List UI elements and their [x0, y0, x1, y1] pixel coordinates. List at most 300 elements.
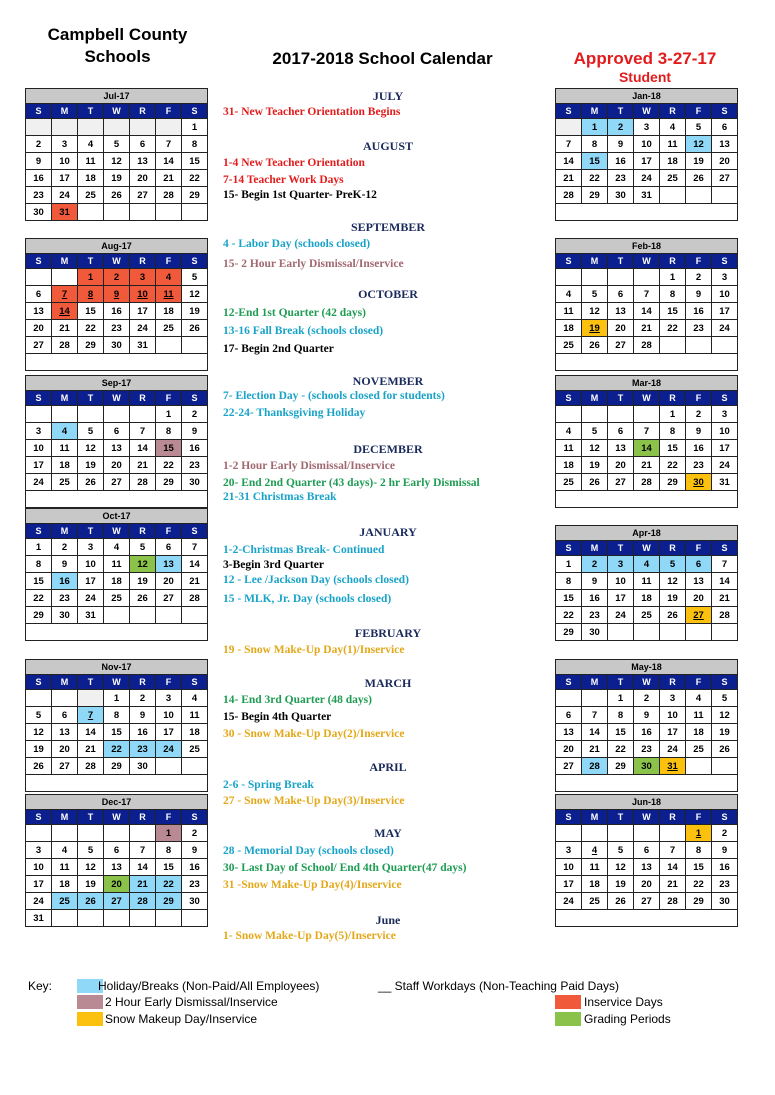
calendar-day: 3: [130, 269, 156, 286]
calendar-day: 30: [686, 474, 712, 491]
calendar-day: 31: [26, 910, 52, 927]
calendar-day: 17: [52, 170, 78, 187]
calendar-day: 8: [156, 423, 182, 440]
weekday-header: M: [52, 524, 78, 539]
calendar-day: 7: [556, 136, 582, 153]
weekday-header: R: [660, 391, 686, 406]
calendar-day: 7: [582, 707, 608, 724]
calendar-day: 18: [156, 303, 182, 320]
weekday-header: F: [686, 541, 712, 556]
student-label: Student: [618, 69, 672, 85]
calendar-empty-cell: [156, 337, 182, 354]
calendar-day: 14: [660, 859, 686, 876]
calendar-event: 1-4 New Teacher Orientation: [223, 157, 365, 169]
calendar-empty-cell: [712, 337, 738, 354]
calendar-day: 25: [52, 893, 78, 910]
calendar-day: 10: [78, 556, 104, 573]
calendar-month-name: Aug-17: [26, 239, 208, 254]
calendar-day: 22: [686, 876, 712, 893]
calendar-day: 31: [78, 607, 104, 624]
calendar-event: 21-31 Christmas Break: [223, 491, 337, 503]
calendar-day: 6: [104, 423, 130, 440]
calendar-empty-cell: [130, 910, 156, 927]
calendar-day: 28: [582, 758, 608, 775]
calendar-day: 23: [104, 320, 130, 337]
calendar-event: 31 -Snow Make-Up Day(4)/Inservice: [223, 879, 402, 891]
calendar-day: 25: [182, 741, 208, 758]
calendar-day: 19: [78, 457, 104, 474]
calendar-day: 9: [634, 707, 660, 724]
calendar-empty-cell: [556, 119, 582, 136]
weekday-header: F: [156, 391, 182, 406]
weekday-header: F: [686, 254, 712, 269]
calendar-day: 6: [634, 842, 660, 859]
calendar-day: 30: [582, 624, 608, 641]
calendar-day: 26: [686, 170, 712, 187]
calendar-day: 6: [52, 707, 78, 724]
calendar-day: 8: [104, 707, 130, 724]
weekday-header: R: [130, 104, 156, 119]
calendar-day: 22: [104, 741, 130, 758]
weekday-header: S: [712, 810, 738, 825]
calendar-day: 4: [52, 842, 78, 859]
calendar-day: 14: [634, 440, 660, 457]
calendar-day: 28: [182, 590, 208, 607]
calendar-event: 3-Begin 3rd Quarter: [223, 559, 324, 571]
calendar-feb-18: [555, 238, 738, 371]
calendar-nov-17: [25, 659, 208, 792]
calendar-day: 20: [52, 741, 78, 758]
calendar-empty-cell: [582, 406, 608, 423]
calendar-day: 24: [660, 741, 686, 758]
calendar-day: 19: [582, 457, 608, 474]
calendar-day: 8: [686, 842, 712, 859]
calendar-day: 27: [712, 170, 738, 187]
calendar-day: 18: [686, 724, 712, 741]
calendar-day: 13: [686, 573, 712, 590]
calendar-day: 21: [156, 170, 182, 187]
calendar-day: 18: [556, 457, 582, 474]
weekday-header: W: [634, 104, 660, 119]
calendar-day: 15: [104, 724, 130, 741]
calendar-day: 1: [156, 406, 182, 423]
weekday-header: M: [582, 675, 608, 690]
calendar-empty-cell: [608, 624, 634, 641]
weekday-header: S: [26, 524, 52, 539]
calendar-day: 22: [26, 590, 52, 607]
weekday-header: R: [130, 254, 156, 269]
weekday-header: S: [712, 675, 738, 690]
calendar-day: 7: [130, 423, 156, 440]
calendar-day: 9: [608, 136, 634, 153]
calendar-day: 3: [634, 119, 660, 136]
calendar-empty-cell: [608, 825, 634, 842]
calendar-day: 30: [26, 204, 52, 221]
calendar-day: 2: [686, 269, 712, 286]
calendar-spacer-row: [556, 491, 738, 508]
calendar-day: 20: [608, 320, 634, 337]
calendar-day: 12: [686, 136, 712, 153]
calendar-day: 13: [608, 303, 634, 320]
calendar-day: 15: [182, 153, 208, 170]
legend-holiday-text: Holiday/Breaks (Non-Paid/All Employees): [98, 979, 320, 993]
calendar-day: 14: [712, 573, 738, 590]
calendar-day: 29: [582, 187, 608, 204]
legend-workdays-text: __ Staff Workdays (Non-Teaching Paid Days): [378, 979, 620, 993]
weekday-header: W: [634, 254, 660, 269]
weekday-header: F: [156, 254, 182, 269]
calendar-empty-cell: [182, 607, 208, 624]
month-heading: FEBRUARY: [354, 626, 422, 640]
weekday-header: S: [182, 391, 208, 406]
calendar-day: 4: [52, 423, 78, 440]
calendar-day: 4: [660, 119, 686, 136]
calendar-month-name: Jun-18: [556, 795, 738, 810]
calendar-day: 3: [156, 690, 182, 707]
calendar-day: 16: [52, 573, 78, 590]
calendar-event: 4 - Labor Day (schools closed): [223, 238, 371, 250]
calendar-day: 22: [556, 607, 582, 624]
calendar-empty-cell: [556, 406, 582, 423]
weekday-header: R: [130, 391, 156, 406]
calendar-day: 21: [52, 320, 78, 337]
calendar-day: 20: [104, 457, 130, 474]
calendar-day: 2: [582, 556, 608, 573]
weekday-header: W: [104, 524, 130, 539]
calendar-spacer-row: [26, 491, 208, 508]
calendar-day: 13: [104, 859, 130, 876]
calendar-day: 6: [104, 842, 130, 859]
calendar-day: 2: [182, 825, 208, 842]
calendar-day: 5: [78, 842, 104, 859]
calendar-day: 28: [660, 893, 686, 910]
weekday-header: M: [582, 391, 608, 406]
calendar-day: 28: [556, 187, 582, 204]
calendar-day: 28: [712, 607, 738, 624]
calendar-day: 27: [608, 337, 634, 354]
calendar-day: 20: [104, 876, 130, 893]
calendar-day: 21: [660, 876, 686, 893]
calendar-day: 6: [686, 556, 712, 573]
calendar-day: 8: [182, 136, 208, 153]
calendar-day: 22: [182, 170, 208, 187]
calendar-day: 21: [634, 320, 660, 337]
weekday-header: W: [104, 810, 130, 825]
calendar-day: 1: [26, 539, 52, 556]
weekday-header: R: [660, 541, 686, 556]
weekday-header: R: [130, 675, 156, 690]
calendar-day: 10: [52, 153, 78, 170]
calendar-empty-cell: [556, 825, 582, 842]
calendar-spacer-row: [26, 624, 208, 641]
calendar-day: 29: [182, 187, 208, 204]
calendar-day: 5: [660, 556, 686, 573]
month-heading: AUGUST: [362, 139, 413, 153]
calendar-day: 8: [660, 423, 686, 440]
legend-grading-text: Grading Periods: [584, 1012, 671, 1026]
weekday-header: T: [608, 391, 634, 406]
calendar-day: 5: [608, 842, 634, 859]
calendar-may-18: [555, 659, 738, 792]
calendar-day: 10: [712, 286, 738, 303]
calendar-day: 21: [712, 590, 738, 607]
calendar-day: 4: [182, 690, 208, 707]
calendar-day: 3: [26, 423, 52, 440]
calendar-day: 19: [130, 573, 156, 590]
calendar-day: 29: [104, 758, 130, 775]
calendar-day: 17: [712, 303, 738, 320]
calendar-day: 26: [608, 893, 634, 910]
calendar-day: 5: [130, 539, 156, 556]
calendar-day: 22: [660, 320, 686, 337]
calendar-day: 2: [26, 136, 52, 153]
calendar-day: 4: [634, 556, 660, 573]
calendar-day: 20: [712, 153, 738, 170]
calendar-day: 24: [52, 187, 78, 204]
calendar-day: 15: [78, 303, 104, 320]
calendar-event: 15- Begin 1st Quarter- PreK-12: [223, 189, 377, 201]
calendar-event: 13-16 Fall Break (schools closed): [223, 325, 384, 337]
calendar-day: 21: [130, 876, 156, 893]
legend-inservice-swatch: [555, 995, 581, 1009]
weekday-header: W: [104, 391, 130, 406]
weekday-header: T: [608, 541, 634, 556]
calendar-day: 12: [78, 440, 104, 457]
calendar-day: 19: [686, 153, 712, 170]
weekday-header: R: [660, 675, 686, 690]
weekday-header: S: [556, 104, 582, 119]
calendar-day: 5: [582, 286, 608, 303]
calendar-day: 13: [52, 724, 78, 741]
calendar-day: 25: [686, 741, 712, 758]
weekday-header: S: [182, 810, 208, 825]
calendar-empty-cell: [634, 825, 660, 842]
calendar-month-name: Mar-18: [556, 376, 738, 391]
legend-early-swatch: [77, 995, 103, 1009]
calendar-day: 4: [104, 539, 130, 556]
calendar-day: 1: [78, 269, 104, 286]
weekday-header: T: [608, 254, 634, 269]
calendar-day: 17: [660, 724, 686, 741]
weekday-header: T: [608, 675, 634, 690]
calendar-event: 15- Begin 4th Quarter: [223, 711, 332, 723]
calendar-empty-cell: [130, 119, 156, 136]
calendar-day: 11: [634, 573, 660, 590]
weekday-header: R: [660, 810, 686, 825]
calendar-day: 1: [660, 269, 686, 286]
weekday-header: T: [608, 104, 634, 119]
calendar-day: 30: [130, 758, 156, 775]
calendar-day: 29: [156, 474, 182, 491]
calendar-day: 30: [712, 893, 738, 910]
calendar-day: 26: [78, 474, 104, 491]
month-heading: MAY: [374, 826, 402, 840]
page-title: 2017-2018 School Calendar: [272, 49, 493, 68]
calendar-day: 1: [556, 556, 582, 573]
calendar-day: 9: [104, 286, 130, 303]
calendar-event: 17- Begin 2nd Quarter: [223, 343, 334, 355]
weekday-header: S: [26, 675, 52, 690]
calendar-day: 3: [660, 690, 686, 707]
calendar-day: 16: [582, 590, 608, 607]
calendar-day: 3: [712, 269, 738, 286]
calendar-day: 9: [182, 423, 208, 440]
calendar-day: 29: [660, 474, 686, 491]
calendar-day: 9: [52, 556, 78, 573]
weekday-header: S: [26, 391, 52, 406]
calendar-day: 15: [608, 724, 634, 741]
calendar-day: 14: [78, 724, 104, 741]
weekday-header: S: [712, 391, 738, 406]
calendar-day: 10: [130, 286, 156, 303]
calendar-event: 1-2 Hour Early Dismissal/Inservice: [223, 460, 395, 472]
month-heading: June: [375, 913, 401, 927]
calendar-day: 17: [156, 724, 182, 741]
calendar-spacer-row: [26, 354, 208, 371]
calendar-empty-cell: [182, 337, 208, 354]
calendar-event: 1- Snow Make-Up Day(5)/Inservice: [223, 930, 396, 942]
weekday-header: S: [182, 254, 208, 269]
calendar-day: 3: [608, 556, 634, 573]
calendar-day: 17: [130, 303, 156, 320]
calendar-day: 14: [582, 724, 608, 741]
calendar-event: 1-2-Christmas Break- Continued: [223, 544, 385, 556]
calendar-day: 14: [156, 153, 182, 170]
calendar-day: 18: [78, 170, 104, 187]
calendar-event: 14- End 3rd Quarter (48 days): [223, 694, 372, 706]
calendar-day: 30: [182, 893, 208, 910]
calendar-day: 11: [686, 707, 712, 724]
calendar-day: 24: [556, 893, 582, 910]
calendar-day: 8: [608, 707, 634, 724]
calendar-event: 28 - Memorial Day (schools closed): [223, 845, 394, 857]
calendar-day: 7: [712, 556, 738, 573]
weekday-header: M: [582, 254, 608, 269]
calendar-day: 12: [182, 286, 208, 303]
weekday-header: M: [582, 104, 608, 119]
legend-snow-swatch: [77, 1012, 103, 1026]
calendar-day: 2: [608, 119, 634, 136]
calendar-day: 25: [556, 337, 582, 354]
calendar-day: 1: [182, 119, 208, 136]
weekday-header: S: [182, 524, 208, 539]
calendar-empty-cell: [130, 406, 156, 423]
calendar-day: 8: [556, 573, 582, 590]
calendar-month-name: Sep-17: [26, 376, 208, 391]
calendar-empty-cell: [26, 406, 52, 423]
calendar-empty-cell: [104, 406, 130, 423]
calendar-empty-cell: [634, 269, 660, 286]
calendar-empty-cell: [608, 269, 634, 286]
calendar-day: 15: [156, 440, 182, 457]
weekday-header: M: [582, 810, 608, 825]
calendar-day: 24: [634, 170, 660, 187]
calendar-day: 11: [556, 303, 582, 320]
calendar-day: 6: [156, 539, 182, 556]
calendar-day: 20: [156, 573, 182, 590]
legend-grading-swatch: [555, 1012, 581, 1026]
weekday-header: W: [104, 254, 130, 269]
calendar-day: 23: [52, 590, 78, 607]
calendar-day: 13: [156, 556, 182, 573]
weekday-header: F: [156, 810, 182, 825]
calendar-day: 15: [26, 573, 52, 590]
calendar-day: 5: [26, 707, 52, 724]
calendar-day: 14: [634, 303, 660, 320]
weekday-header: T: [78, 254, 104, 269]
calendar-empty-cell: [78, 690, 104, 707]
calendar-day: 23: [608, 170, 634, 187]
calendar-day: 7: [634, 423, 660, 440]
weekday-header: S: [556, 675, 582, 690]
calendar-day: 25: [582, 893, 608, 910]
calendar-event: 12 - Lee /Jackson Day (schools closed): [223, 574, 409, 586]
calendar-empty-cell: [582, 690, 608, 707]
calendar-empty-cell: [78, 406, 104, 423]
calendar-day: 12: [104, 153, 130, 170]
weekday-header: T: [78, 104, 104, 119]
calendar-day: 2: [686, 406, 712, 423]
calendar-day: 27: [104, 474, 130, 491]
calendar-empty-cell: [156, 204, 182, 221]
calendar-day: 28: [52, 337, 78, 354]
weekday-header: S: [712, 541, 738, 556]
calendar-day: 11: [182, 707, 208, 724]
calendar-day: 3: [52, 136, 78, 153]
calendar-day: 17: [556, 876, 582, 893]
legend-key-label: Key:: [28, 979, 53, 993]
calendar-day: 18: [52, 457, 78, 474]
calendar-day: 12: [712, 707, 738, 724]
calendar-day: 29: [556, 624, 582, 641]
calendar-day: 1: [660, 406, 686, 423]
calendar-day: 11: [582, 859, 608, 876]
calendar-day: 16: [26, 170, 52, 187]
calendar-day: 15: [156, 859, 182, 876]
calendar-day: 30: [182, 474, 208, 491]
calendar-day: 12: [130, 556, 156, 573]
weekday-header: W: [634, 810, 660, 825]
calendar-day: 25: [78, 187, 104, 204]
calendar-day: 19: [712, 724, 738, 741]
weekday-header: W: [634, 675, 660, 690]
calendar-day: 24: [26, 474, 52, 491]
calendar-day: 6: [130, 136, 156, 153]
calendar-day: 6: [556, 707, 582, 724]
calendar-day: 11: [52, 440, 78, 457]
weekday-header: F: [156, 675, 182, 690]
calendar-day: 13: [104, 440, 130, 457]
calendar-day: 10: [660, 707, 686, 724]
calendar-empty-cell: [156, 607, 182, 624]
calendar-day: 26: [104, 187, 130, 204]
calendar-day: 15: [660, 440, 686, 457]
calendar-day: 12: [26, 724, 52, 741]
calendar-day: 25: [156, 320, 182, 337]
calendar-day: 8: [582, 136, 608, 153]
month-heading: NOVEMBER: [352, 374, 424, 388]
calendar-day: 20: [556, 741, 582, 758]
calendar-empty-cell: [156, 119, 182, 136]
calendar-day: 14: [130, 440, 156, 457]
calendar-empty-cell: [104, 825, 130, 842]
calendar-day: 21: [582, 741, 608, 758]
weekday-header: F: [156, 104, 182, 119]
calendar-day: 2: [712, 825, 738, 842]
calendar-day: 3: [26, 842, 52, 859]
calendar-day: 30: [104, 337, 130, 354]
weekday-header: T: [78, 524, 104, 539]
